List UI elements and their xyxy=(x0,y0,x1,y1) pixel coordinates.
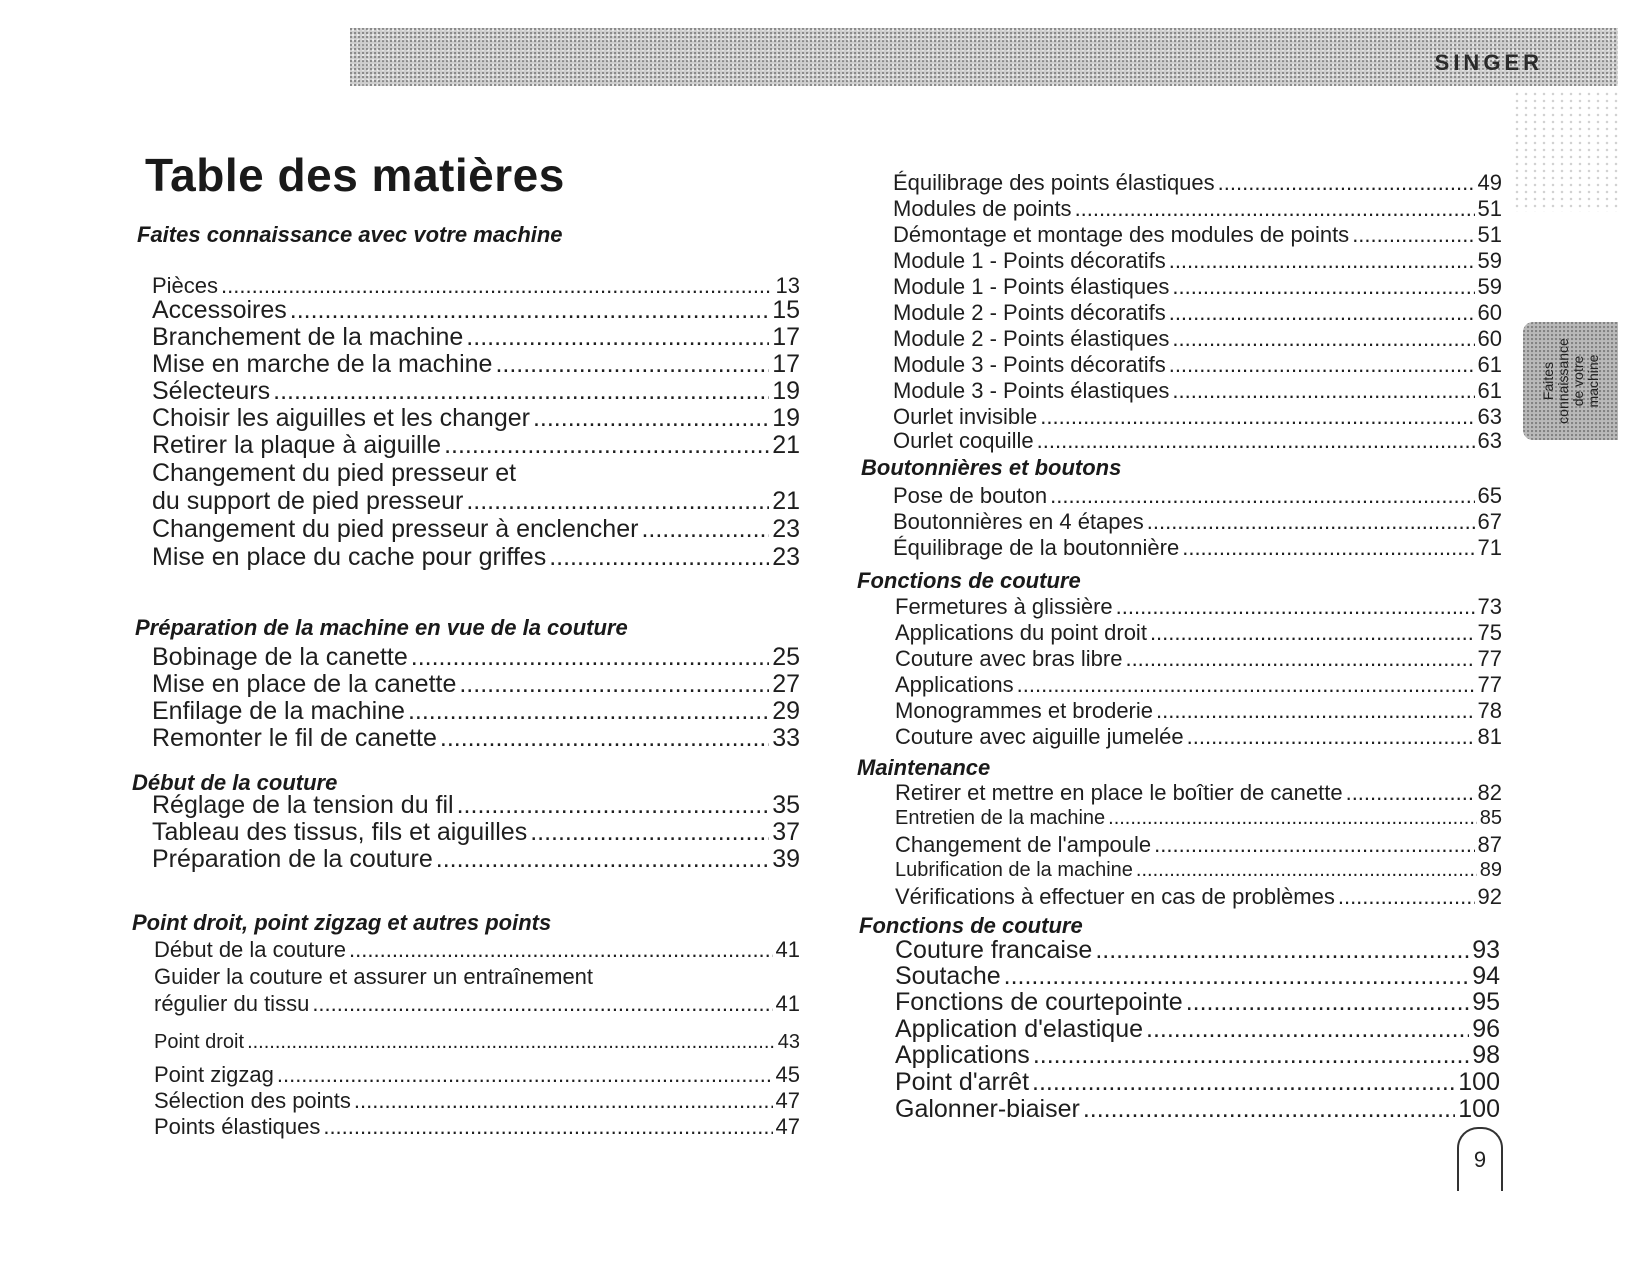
toc-entry[interactable]: Monogrammes et broderie ..... 78 xyxy=(895,700,1502,722)
toc-entry[interactable]: Pièces ..... 13 xyxy=(152,275,800,297)
toc-entry[interactable]: Fonctions de courtepointe ..... 95 xyxy=(895,990,1500,1015)
toc-entry[interactable]: Soutache ..... 94 xyxy=(895,964,1500,989)
toc-entry[interactable]: régulier du tissu ..... 41 xyxy=(154,993,800,1015)
section-side-tab[interactable] xyxy=(1523,322,1618,440)
toc-entry[interactable]: Branchement de la machine ..... 17 xyxy=(152,325,800,350)
section-title: Boutonnières et boutons xyxy=(861,455,1122,480)
toc-entry[interactable]: Équilibrage des points élastiques ..... 49 xyxy=(893,172,1502,194)
toc-entry[interactable]: Enfilage de la machine ..... 29 xyxy=(152,699,800,724)
toc-entry[interactable]: Point droit ..... 43 xyxy=(154,1032,800,1052)
toc-entry[interactable]: Ourlet coquille ..... 63 xyxy=(893,430,1502,452)
toc-entry[interactable]: Pose de bouton ..... 65 xyxy=(893,485,1502,507)
toc-entry[interactable]: Sélecteurs ..... 19 xyxy=(152,379,800,404)
toc-entry[interactable]: Bobinage de la canette ..... 25 xyxy=(152,645,800,670)
toc-entry[interactable]: Remonter le fil de canette ..... 33 xyxy=(152,726,800,751)
brand-logo: SINGER xyxy=(1434,50,1543,75)
section-title: Préparation de la machine en vue de la couture xyxy=(135,615,628,640)
toc-entry[interactable]: Galonner-biaiser ..... 100 xyxy=(895,1097,1500,1122)
toc-entry[interactable]: Module 1 - Points décoratifs ..... 59 xyxy=(893,250,1502,272)
toc-entry[interactable]: Couture avec bras libre ..... 77 xyxy=(895,648,1502,670)
toc-entry[interactable]: Module 1 - Points élastiques ..... 59 xyxy=(893,276,1502,298)
section-title: Maintenance xyxy=(857,755,991,780)
section-title: Fonctions de couture xyxy=(857,568,1081,593)
toc-entry[interactable]: Démontage et montage des modules de points ..... 51 xyxy=(893,224,1502,246)
toc-entry[interactable]: Changement du pied presseur à enclencher ..... 23 xyxy=(152,517,800,542)
toc-entry[interactable]: Équilibrage de la boutonnière ..... 71 xyxy=(893,537,1502,559)
toc-entry[interactable]: Module 2 - Points décoratifs ..... 60 xyxy=(893,302,1502,324)
toc-entry[interactable]: Préparation de la couture ..... 39 xyxy=(152,847,800,872)
section-title: Point droit, point zigzag et autres points xyxy=(132,910,552,935)
toc-entry-first-line: Guider la couture et assurer un entraînement xyxy=(154,964,594,989)
page-number: 9 xyxy=(1457,1127,1503,1191)
toc-entry[interactable]: Changement de l'ampoule ..... 87 xyxy=(895,834,1502,856)
section-title: Début de la couture xyxy=(132,770,338,795)
toc-entry[interactable]: Mise en place de la canette ..... 27 xyxy=(152,672,800,697)
toc-entry[interactable]: Applications du point droit ..... 75 xyxy=(895,622,1502,644)
toc-entry[interactable]: Début de la couture ..... 41 xyxy=(154,939,800,961)
header-band xyxy=(350,28,1618,86)
toc-entry[interactable]: Accessoires ..... 15 xyxy=(152,298,800,323)
toc-entry[interactable]: Couture avec aiguille jumelée ..... 81 xyxy=(895,726,1502,748)
toc-entry[interactable]: Application d'elastique ..... 96 xyxy=(895,1017,1500,1042)
toc-entry[interactable]: Boutonnières en 4 étapes ..... 67 xyxy=(893,511,1502,533)
toc-entry[interactable]: Module 3 - Points élastiques ..... 61 xyxy=(893,380,1502,402)
toc-entry[interactable]: Mise en marche de la machine ..... 17 xyxy=(152,352,800,377)
toc-entry[interactable]: Vérifications à effectuer en cas de problèmes ..... 92 xyxy=(895,886,1502,908)
toc-entry[interactable]: Sélection des points ..... 47 xyxy=(154,1090,800,1112)
toc-entry[interactable]: Retirer et mettre en place le boîtier de canette ..... 82 xyxy=(895,782,1502,804)
toc-entry[interactable]: Points élastiques ..... 47 xyxy=(154,1116,800,1138)
toc-entry[interactable]: Entretien de la machine ..... 85 xyxy=(895,808,1502,828)
decorative-speckle xyxy=(1515,92,1620,212)
toc-entry[interactable]: Point d'arrêt ..... 100 xyxy=(895,1070,1500,1095)
toc-entry[interactable]: Couture francaise ..... 93 xyxy=(895,938,1500,963)
page-title: Table des matières xyxy=(145,149,565,201)
toc-entry[interactable]: Module 3 - Points décoratifs ..... 61 xyxy=(893,354,1502,376)
toc-entry[interactable]: Réglage de la tension du fil ..... 35 xyxy=(152,793,800,818)
toc-entry[interactable]: Mise en place du cache pour griffes ..... 23 xyxy=(152,545,800,570)
side-tab-label: Faites connaissance de votre machine xyxy=(1539,338,1601,424)
toc-entry-first-line: Changement du pied presseur et xyxy=(152,459,517,487)
toc-entry[interactable]: Modules de points ..... 51 xyxy=(893,198,1502,220)
toc-entry[interactable]: Applications ..... 98 xyxy=(895,1043,1500,1068)
toc-entry[interactable]: Ourlet invisible ..... 63 xyxy=(893,406,1502,428)
section-title: Fonctions de couture xyxy=(859,913,1083,938)
toc-entry[interactable]: Point zigzag ..... 45 xyxy=(154,1064,800,1086)
toc-entry[interactable]: Applications ..... 77 xyxy=(895,674,1502,696)
toc-entry[interactable]: Module 2 - Points élastiques ..... 60 xyxy=(893,328,1502,350)
section-title: Faites connaissance avec votre machine xyxy=(137,222,563,247)
toc-entry[interactable]: Retirer la plaque à aiguille ..... 21 xyxy=(152,433,800,458)
toc-entry[interactable]: Choisir les aiguilles et les changer ..... 19 xyxy=(152,406,800,431)
toc-entry[interactable]: Fermetures à glissière ..... 73 xyxy=(895,596,1502,618)
toc-entry[interactable]: Lubrification de la machine ..... 89 xyxy=(895,860,1502,880)
toc-entry[interactable]: du support de pied presseur ..... 21 xyxy=(152,489,800,514)
toc-entry[interactable]: Tableau des tissus, fils et aiguilles ..... 37 xyxy=(152,820,800,845)
